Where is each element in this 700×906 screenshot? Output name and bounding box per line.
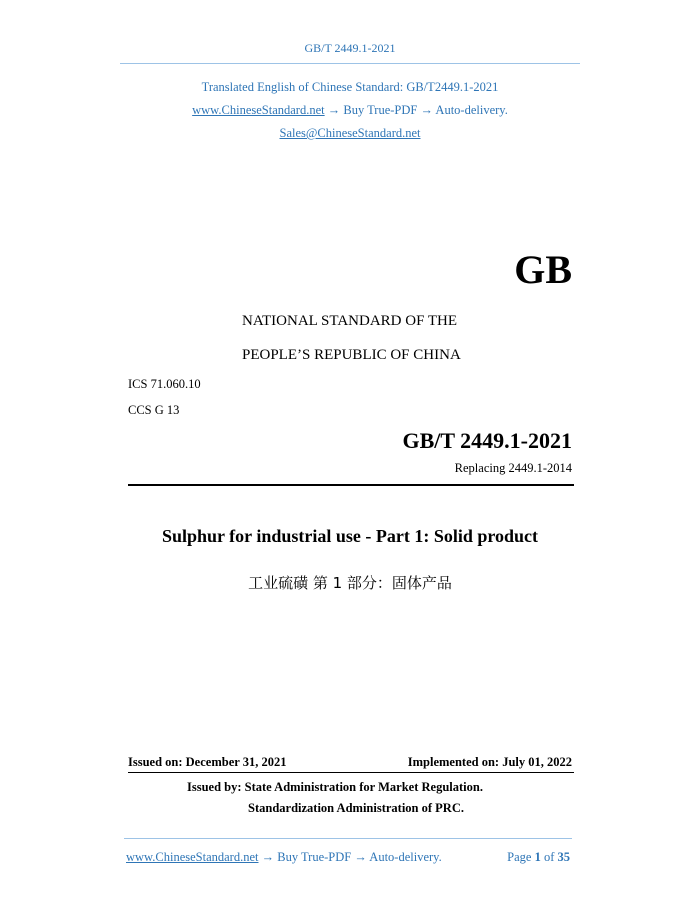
issuer-line1: Issued by: State Administration for Market Regulation. bbox=[187, 780, 483, 794]
document-title-chinese: 工业硫磺 第 1 部分：固体产品 bbox=[248, 574, 452, 592]
page-number: 1 bbox=[534, 850, 541, 864]
issuer-line2: Standardization Administration of PRC. bbox=[248, 801, 464, 815]
ccs-code: CCS G 13 bbox=[128, 403, 180, 417]
purchase-tagline: → Buy True-PDF → Auto-delivery. bbox=[324, 103, 508, 117]
footer-tagline: → Buy True-PDF → Auto-delivery. bbox=[258, 850, 442, 864]
site-link[interactable]: www.ChineseStandard.net bbox=[192, 103, 325, 117]
gb-mark: GB bbox=[514, 247, 572, 292]
footer-site-link[interactable]: www.ChineseStandard.net bbox=[126, 850, 259, 864]
footer-purchase-line bbox=[126, 850, 442, 865]
code-divider bbox=[128, 484, 574, 486]
national-standard-line1: NATIONAL STANDARD OF THE bbox=[242, 313, 458, 329]
dates-divider bbox=[128, 772, 574, 773]
document-title: Sulphur for industrial use - Part 1: Solid product bbox=[161, 526, 539, 546]
page-total: 35 bbox=[557, 850, 570, 864]
footer-divider bbox=[124, 838, 572, 839]
standard-code: GB/T 2449.1-2021 bbox=[402, 428, 572, 453]
header-divider bbox=[120, 63, 580, 64]
page-indicator bbox=[507, 850, 570, 865]
issued-date: Issued on: December 31, 2021 bbox=[128, 755, 287, 769]
of-word: of bbox=[543, 850, 555, 864]
translation-notice: Translated English of Chinese Standard: GB/T2449.1-2021 bbox=[201, 80, 499, 94]
national-standard-line2: PEOPLE’S REPUBLIC OF CHINA bbox=[242, 347, 461, 363]
page-word: Page bbox=[507, 850, 532, 864]
replacing-note: Replacing 2449.1-2014 bbox=[454, 461, 572, 475]
running-header: GB/T 2449.1-2021 bbox=[304, 41, 396, 55]
email-link[interactable]: Sales@ChineseStandard.net bbox=[279, 126, 421, 140]
implemented-date: Implemented on: July 01, 2022 bbox=[407, 755, 572, 769]
email-line bbox=[0, 126, 700, 141]
purchase-line bbox=[0, 103, 700, 118]
ics-code: ICS 71.060.10 bbox=[128, 377, 201, 391]
